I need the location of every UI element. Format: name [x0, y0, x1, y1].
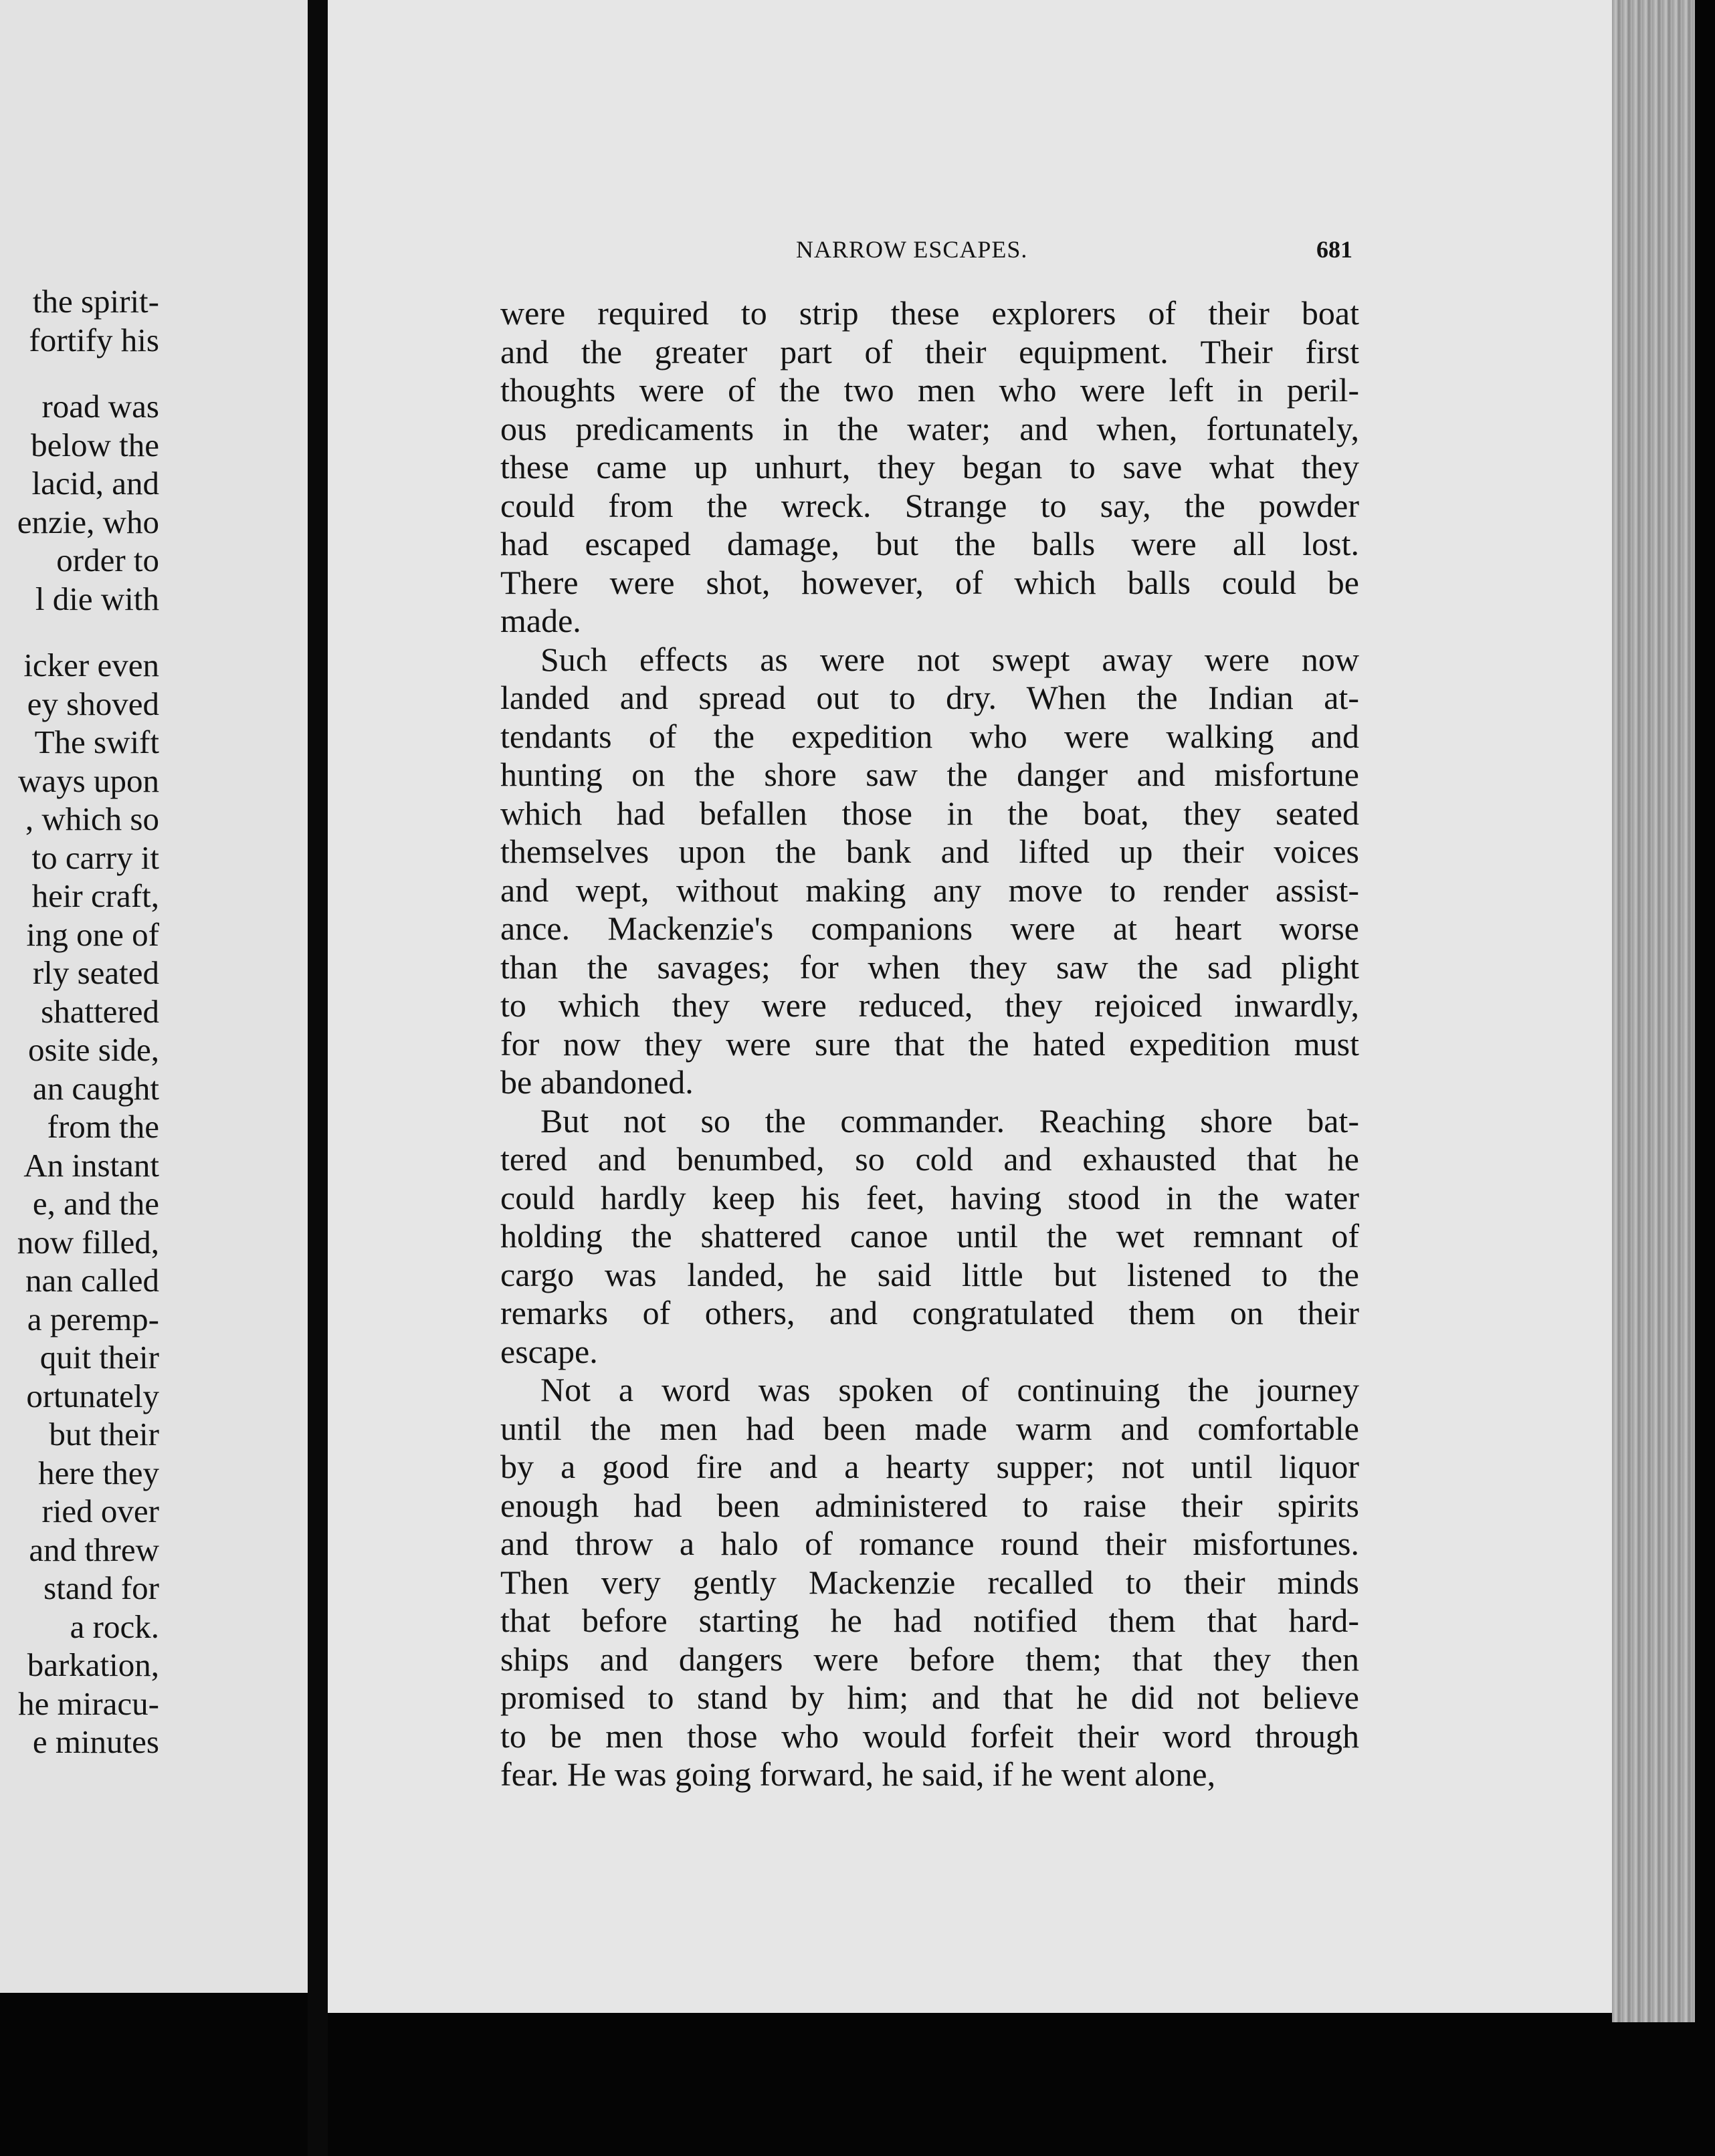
body-text [500, 294, 1359, 1794]
left-page [0, 0, 308, 1993]
text-line: had escaped damage, but the balls were all lost. [500, 525, 1359, 562]
text-line: enough had been administered to raise their spirits [500, 1486, 1359, 1524]
left-page-line: ing one of [26, 915, 159, 953]
text-line: remarks of others, and congratulated them on their [500, 1294, 1359, 1331]
left-page-line: ried over [41, 1493, 159, 1529]
paragraph [500, 1102, 1359, 1372]
paragraph [500, 1371, 1359, 1794]
text-line: tered and benumbed, so cold and exhausted that he [500, 1140, 1359, 1178]
text-line: could from the wreck. Strange to say, the powder [500, 486, 1359, 524]
left-page-line: ways upon [18, 762, 159, 799]
text-line: Then very gently Mackenzie recalled to their minds [500, 1563, 1359, 1601]
left-page-line: barkation, [27, 1646, 159, 1683]
text-line: There were shot, however, of which balls could be [500, 563, 1359, 601]
left-page-line: lacid, and [31, 465, 159, 502]
paragraph [500, 641, 1359, 1102]
left-page-line: , which so [25, 800, 159, 837]
text-line: and throw a halo of romance round their misfortunes. [500, 1525, 1359, 1562]
left-page-line: fortify his [29, 321, 159, 358]
text-line: Not a word was spoken of continuing the journey [540, 1371, 1359, 1408]
left-page-line: to carry it [31, 839, 159, 876]
text-line: to which they were reduced, they rejoiced inwardly, [500, 986, 1359, 1024]
text-line: thoughts were of the two men who were left in peril- [500, 371, 1359, 409]
left-page-line: The swift [34, 724, 159, 760]
left-page-line: from the [47, 1108, 159, 1145]
text-line: and the greater part of their equipment. Their first [500, 332, 1359, 370]
text-line: to be men those who would forfeit their word through [500, 1717, 1359, 1755]
left-page-line: rly seated [32, 954, 159, 991]
left-page-line: e minutes [32, 1723, 159, 1760]
paragraph [500, 294, 1359, 641]
text-line: that before starting he had notified them that hard- [500, 1602, 1359, 1639]
left-page-line: a peremp- [27, 1300, 159, 1337]
text-line: promised to stand by him; and that he did not believe [500, 1679, 1359, 1716]
left-page-line: An instant [23, 1146, 159, 1184]
left-page-line: quit their [39, 1339, 159, 1376]
left-page-line: but their [49, 1416, 159, 1452]
left-page-line: ortunately [26, 1377, 159, 1414]
paragraph-gap [0, 359, 159, 387]
left-page-line: he miracu- [18, 1685, 159, 1722]
text-line: tendants of the expedition who were walking and [500, 717, 1359, 755]
text-line: holding the shattered canoe until the wet remnant of [500, 1217, 1359, 1255]
left-page-line: osite side, [28, 1031, 159, 1068]
running-head: NARROW ESCAPES. [796, 236, 1028, 263]
text-line: be abandoned. [500, 1063, 694, 1101]
left-page-line: here they [38, 1454, 159, 1491]
left-page-line: now filled, [17, 1223, 159, 1261]
left-page-line: icker even [23, 647, 159, 683]
text-line: But not so the commander. Reaching shore bat- [540, 1101, 1359, 1140]
left-page-line: an caught [32, 1069, 159, 1107]
text-line: and wept, without making any move to render assist- [500, 871, 1359, 909]
text-line: fear. He was going forward, he said, if he went alone, [500, 1755, 1216, 1793]
text-line: these came up unhurt, they began to save what they [500, 448, 1359, 486]
text-line: than the savages; for when they saw the sad plight [500, 948, 1359, 986]
text-line: landed and spread out to dry. When the Indian at- [500, 679, 1359, 716]
left-page-line: heir craft, [31, 877, 159, 914]
text-line: could hardly keep his feet, having stood in the water [500, 1178, 1359, 1216]
text-line: ous predicaments in the water; and when, fortunately, [500, 409, 1359, 447]
left-page-line: below the [31, 426, 159, 463]
left-page-line: the spirit- [32, 283, 159, 320]
left-page-line: order to [56, 542, 159, 578]
text-line: themselves upon the bank and lifted up their voices [500, 833, 1359, 870]
text-line: escape. [500, 1332, 598, 1370]
text-line: for now they were sure that the hated expedition must [500, 1025, 1359, 1063]
book-gutter [308, 0, 328, 2156]
left-page-line: enzie, who [17, 503, 159, 540]
left-page-line: l die with [35, 580, 159, 617]
text-line: until the men had been made warm and comfortable [500, 1409, 1359, 1447]
left-page-line: ey shoved [27, 685, 159, 722]
page-edges [1612, 0, 1695, 2022]
left-page-line: and threw [29, 1531, 159, 1568]
text-line: which had befallen those in the boat, they seated [500, 794, 1359, 832]
left-page-line: nan called [25, 1262, 159, 1299]
text-line: by a good fire and a hearty supper; not until liquor [500, 1448, 1359, 1485]
page-number: 681 [1316, 236, 1352, 263]
left-page-line: e, and the [32, 1185, 159, 1222]
left-page-line: stand for [43, 1570, 159, 1606]
text-line: ance. Mackenzie's companions were at heart worse [500, 909, 1359, 947]
text-line: ships and dangers were before them; that they then [500, 1640, 1359, 1678]
left-page-line: road was [41, 388, 159, 425]
text-line: made. [500, 602, 581, 639]
left-page-text [0, 282, 159, 1761]
left-page-line: a rock. [70, 1608, 159, 1645]
text-line: cargo was landed, he said little but listened to the [500, 1255, 1359, 1293]
left-page-line: shattered [41, 992, 159, 1030]
text-line: Such effects as were not swept away were now [540, 640, 1359, 678]
text-line: hunting on the shore saw the danger and misfortune [500, 756, 1359, 793]
paragraph-gap [0, 618, 159, 646]
text-line: were required to strip these explorers of their boat [500, 294, 1359, 332]
